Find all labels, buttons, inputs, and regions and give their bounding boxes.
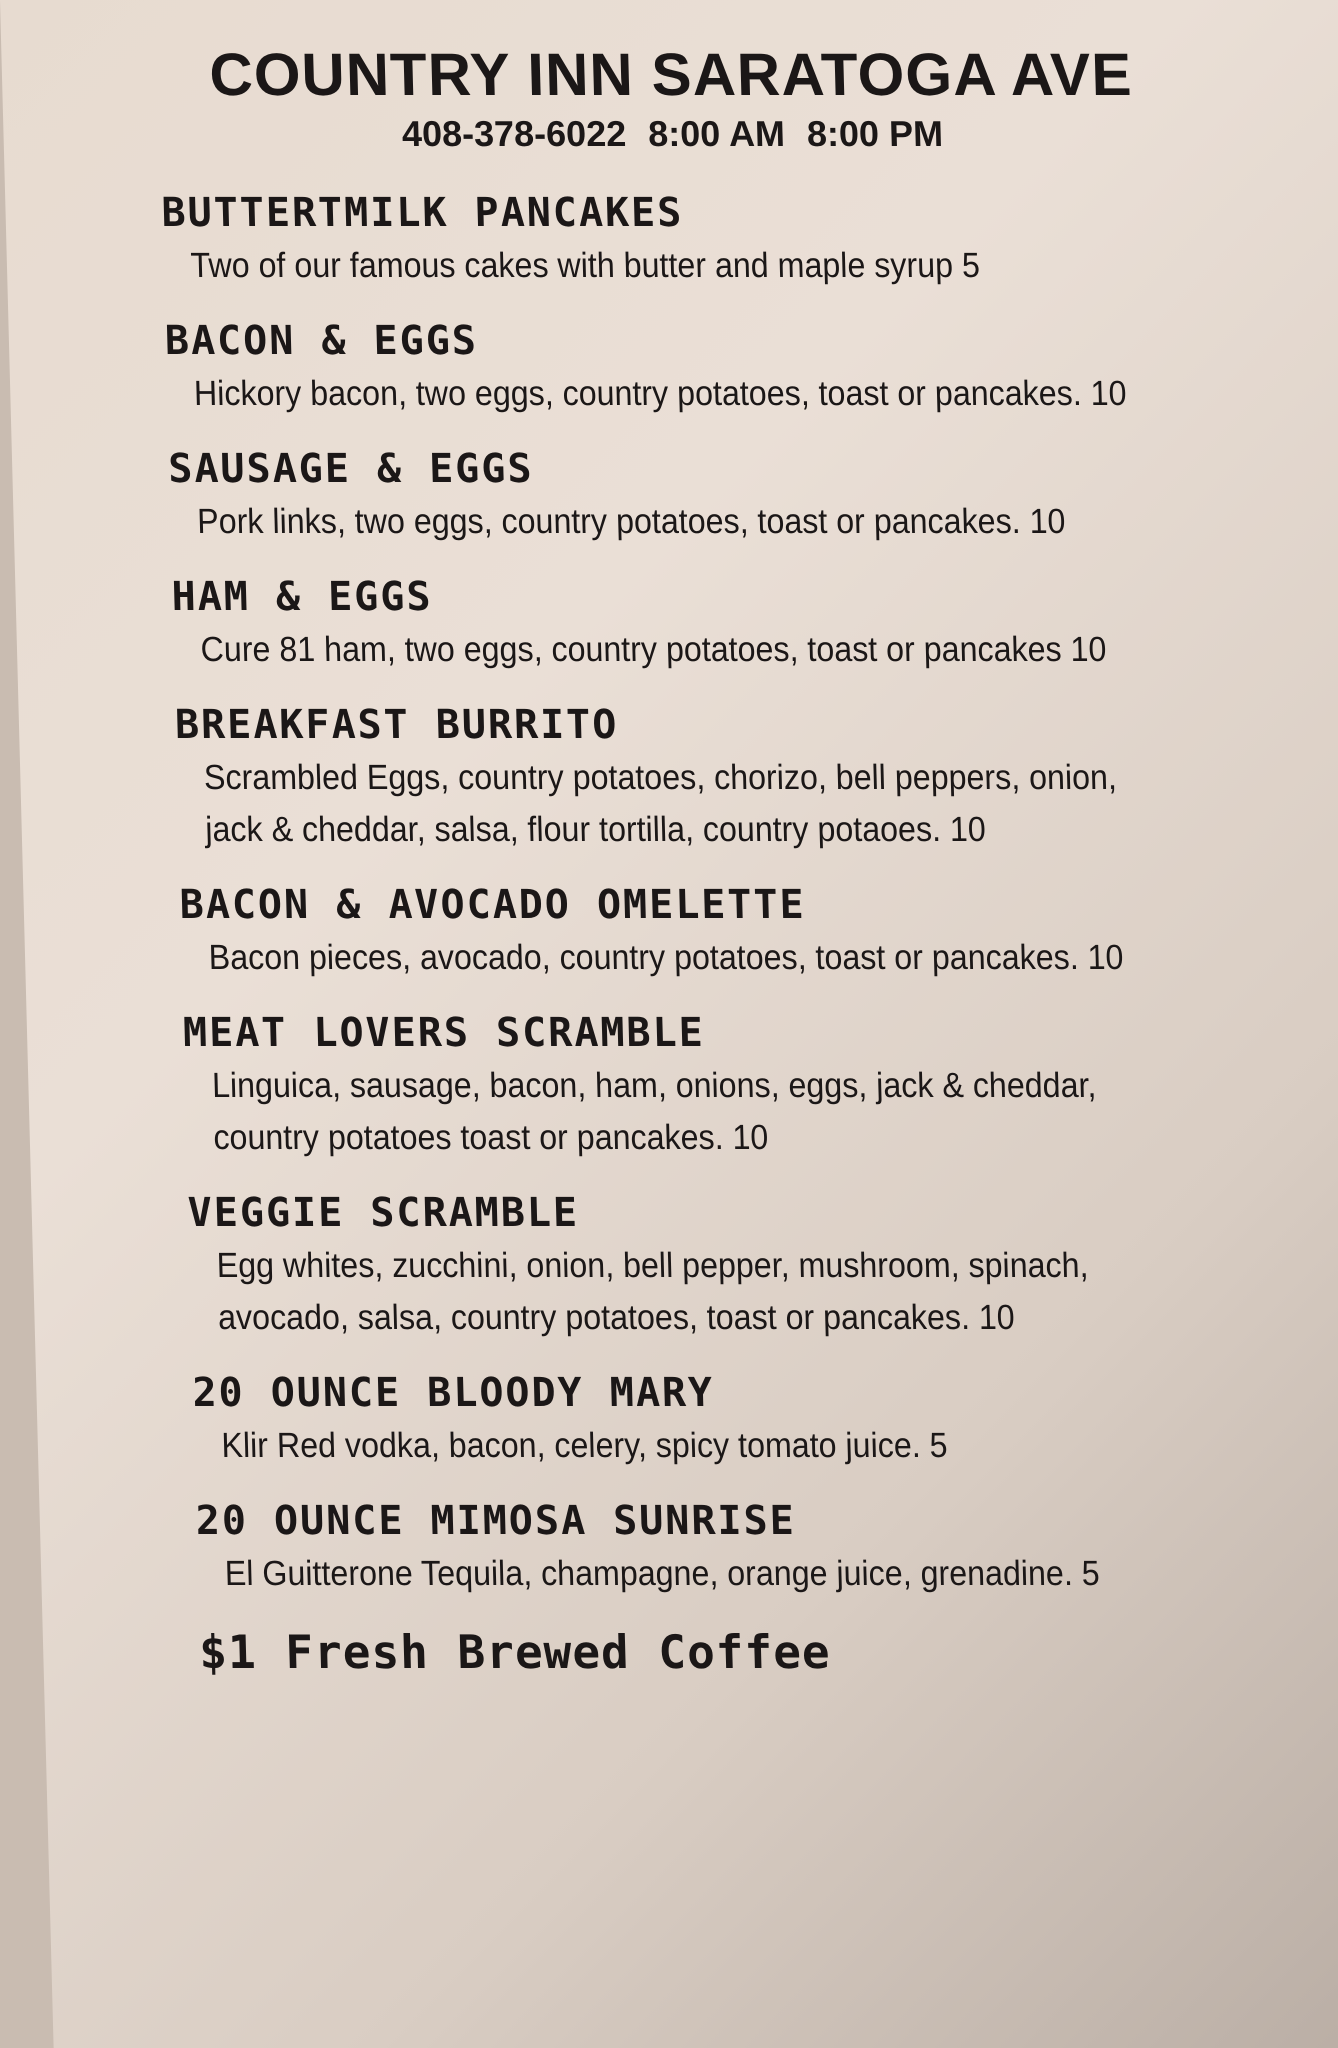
restaurant-title: COUNTRY INN SARATOGA AVE xyxy=(208,41,1134,108)
menu-item-name: 20 OUNCE MIMOSA SUNRISE xyxy=(195,1498,797,1544)
coffee-footer: $1 Fresh Brewed Coffee xyxy=(198,1625,832,1679)
menu-item-description: El Guitterone Tequila, champagne, orange juice, grenadine. 5 xyxy=(224,1554,1101,1593)
menu-item-description: Klir Red vodka, bacon, celery, spicy tomato juice. 5 xyxy=(220,1426,949,1465)
menu-list xyxy=(161,186,1280,1682)
menu-item-name: BACON & EGGS xyxy=(164,318,479,364)
contact-hours-line xyxy=(3,112,1338,156)
menu-item-meat-lovers-scramble xyxy=(182,1006,1266,1164)
phone-number: 408-378-6022 xyxy=(401,113,627,154)
menu-item-description: Two of our famous cakes with butter and maple syrup 5 xyxy=(190,246,981,285)
menu-item-name: SAUSAGE & EGGS xyxy=(167,446,535,492)
open-time: 8:00 AM xyxy=(647,113,786,154)
menu-item-bacon-eggs xyxy=(164,314,1247,420)
menu-item-ham-eggs xyxy=(171,570,1254,676)
menu-item-bacon-avocado-omelette xyxy=(179,878,1262,984)
menu-item-veggie-scramble xyxy=(187,1186,1271,1344)
menu-item-bloody-mary xyxy=(192,1366,1275,1472)
menu-item-name: VEGGIE SCRAMBLE xyxy=(187,1190,580,1236)
menu-item-description: Bacon pieces, avocado, country potatoes, toast or pancakes. 10 xyxy=(208,938,1124,977)
close-time: 8:00 PM xyxy=(806,113,944,154)
menu-item-name: BUTTERTMILK PANCAKES xyxy=(160,190,684,236)
menu-item-name: 20 OUNCE BLOODY MARY xyxy=(191,1370,715,1416)
menu-item-name: BACON & AVOCADO OMELETTE xyxy=(179,882,807,928)
menu-item-sausage-eggs xyxy=(168,442,1251,548)
menu-item-description: Pork links, two eggs, country potatoes, toast or pancakes. 10 xyxy=(196,502,1066,541)
menu-header xyxy=(1,40,1338,156)
menu-item-name: HAM & EGGS xyxy=(171,574,434,620)
menu-item-description: Cure 81 ham, two eggs, country potatoes, toast or pancakes 10 xyxy=(200,630,1107,669)
menu-item-name: MEAT LOVERS SCRAMBLE xyxy=(182,1010,706,1056)
menu-item-description: Linguica, sausage, bacon, ham, onions, eggs, jack & cheddar, country potatoes toast or pancakes. 10 xyxy=(211,1066,1097,1157)
menu-item-mimosa-sunrise xyxy=(195,1494,1278,1600)
menu-item-buttermilk-pancakes xyxy=(161,186,1244,292)
menu-item-name: BREAKFAST BURRITO xyxy=(174,702,619,748)
menu-item-description: Egg whites, zucchini, onion, bell pepper, mushroom, spinach, avocado, salsa, country potatoes, toast or pancakes. 10 xyxy=(216,1246,1089,1337)
menu-item-description: Hickory bacon, two eggs, country potatoes, toast or pancakes. 10 xyxy=(193,374,1127,413)
menu-item-description: Scrambled Eggs, country potatoes, chorizo, bell peppers, onion, jack & cheddar, salsa, flour tortilla, country potaoes. 10 xyxy=(203,758,1118,849)
menu-item-breakfast-burrito xyxy=(174,698,1258,856)
